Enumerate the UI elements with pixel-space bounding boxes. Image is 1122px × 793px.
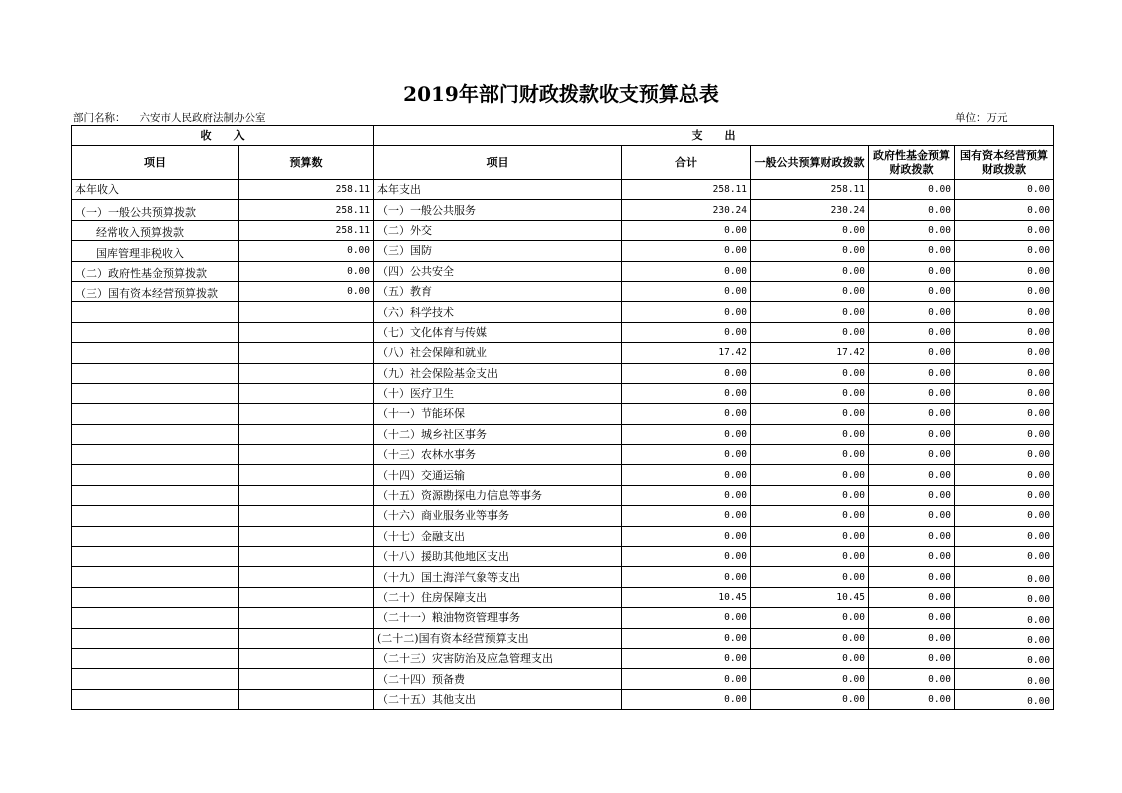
general-budget-cell: 0.00	[751, 465, 869, 485]
income-item-cell	[72, 669, 239, 689]
total-cell: 0.00	[622, 485, 751, 505]
table-row	[72, 302, 1054, 322]
income-section-header: 收 入	[72, 126, 374, 146]
fund-budget-cell: 0.00	[869, 424, 955, 444]
fund-budget-cell: 0.00	[869, 220, 955, 240]
fund-budget-cell: 0.00	[869, 302, 955, 322]
income-item-cell	[72, 343, 239, 363]
expense-item-cell: （十六）商业服务业等事务	[374, 506, 622, 526]
state-capital-cell: 0.00	[955, 241, 1054, 261]
general-budget-cell: 0.00	[751, 608, 869, 628]
fund-budget-cell: 0.00	[869, 343, 955, 363]
total-cell: 0.00	[622, 322, 751, 342]
table-row	[72, 200, 1054, 220]
state-capital-cell: 0.00	[955, 200, 1054, 220]
fund-budget-header: 政府性基金预算财政拨款	[869, 146, 955, 180]
income-budget-cell: 258.11	[239, 180, 374, 200]
fund-budget-cell: 0.00	[869, 608, 955, 628]
table-row	[72, 526, 1054, 546]
fund-budget-cell: 0.00	[869, 526, 955, 546]
state-capital-cell: 0.00	[955, 383, 1054, 403]
expense-item-cell: （九）社会保险基金支出	[374, 363, 622, 383]
total-cell: 0.00	[622, 628, 751, 648]
expense-item-cell: （七）文化体育与传媒	[374, 322, 622, 342]
total-cell: 0.00	[622, 567, 751, 587]
expense-item-cell: (二十二)国有资本经营预算支出	[374, 628, 622, 648]
state-capital-cell: 0.00	[955, 220, 1054, 240]
department-info	[73, 110, 266, 125]
expense-item-cell: （十九）国土海洋气象等支出	[374, 567, 622, 587]
total-cell: 10.45	[622, 587, 751, 607]
budget-table	[71, 125, 1054, 710]
income-budget-cell: 258.11	[239, 220, 374, 240]
income-budget-cell	[239, 526, 374, 546]
table-row	[72, 669, 1054, 689]
table-row	[72, 608, 1054, 628]
fund-budget-cell: 0.00	[869, 485, 955, 505]
page-title: 2019年部门财政拨款收支预算总表	[403, 82, 719, 106]
table-row	[72, 506, 1054, 526]
table-row	[72, 220, 1054, 240]
state-capital-cell: 0.00	[955, 445, 1054, 465]
total-cell: 0.00	[622, 424, 751, 444]
table-row	[72, 404, 1054, 424]
table-row	[72, 241, 1054, 261]
table-row	[72, 424, 1054, 444]
income-budget-cell	[239, 445, 374, 465]
income-item-cell: 本年收入	[72, 180, 239, 200]
expense-item-cell: （六）科学技术	[374, 302, 622, 322]
general-budget-cell: 0.00	[751, 404, 869, 424]
income-item-cell: （一）一般公共预算拨款	[72, 200, 239, 220]
fund-budget-cell: 0.00	[869, 648, 955, 668]
total-cell: 0.00	[622, 281, 751, 301]
total-cell: 0.00	[622, 526, 751, 546]
state-capital-cell: 0.00	[955, 465, 1054, 485]
table-row	[72, 180, 1054, 200]
table-row	[72, 322, 1054, 342]
state-capital-cell: 0.00	[955, 485, 1054, 505]
fund-budget-cell: 0.00	[869, 322, 955, 342]
expense-item-cell: （十四）交通运输	[374, 465, 622, 485]
table-row	[72, 628, 1054, 648]
fund-budget-cell: 0.00	[869, 547, 955, 567]
expense-item-cell: （二）外交	[374, 220, 622, 240]
table-row	[72, 547, 1054, 567]
income-budget-cell	[239, 506, 374, 526]
income-budget-cell	[239, 363, 374, 383]
fund-budget-cell: 0.00	[869, 180, 955, 200]
income-item-cell	[72, 506, 239, 526]
income-item-cell	[72, 628, 239, 648]
expense-item-header: 项目	[374, 146, 622, 180]
expense-item-cell: （二十一）粮油物资管理事务	[374, 608, 622, 628]
total-cell: 0.00	[622, 302, 751, 322]
general-budget-cell: 0.00	[751, 689, 869, 709]
income-item-cell	[72, 587, 239, 607]
general-budget-cell: 17.42	[751, 343, 869, 363]
income-budget-cell	[239, 547, 374, 567]
total-cell: 0.00	[622, 404, 751, 424]
income-budget-cell	[239, 567, 374, 587]
general-budget-cell: 0.00	[751, 383, 869, 403]
state-capital-cell: 0.00	[955, 180, 1054, 200]
fund-budget-cell: 0.00	[869, 404, 955, 424]
general-budget-cell: 0.00	[751, 506, 869, 526]
income-item-cell	[72, 322, 239, 342]
expense-item-cell: （十七）金融支出	[374, 526, 622, 546]
fund-budget-cell: 0.00	[869, 567, 955, 587]
total-cell: 17.42	[622, 343, 751, 363]
expense-section-header: 支 出	[374, 126, 1054, 146]
table-row	[72, 648, 1054, 668]
state-capital-cell: 0.00	[955, 322, 1054, 342]
general-budget-cell: 0.00	[751, 485, 869, 505]
general-budget-cell: 0.00	[751, 281, 869, 301]
income-item-cell	[72, 547, 239, 567]
income-item-cell	[72, 404, 239, 424]
general-budget-cell: 0.00	[751, 547, 869, 567]
expense-item-cell: （五）教育	[374, 281, 622, 301]
general-budget-cell: 0.00	[751, 322, 869, 342]
general-budget-cell: 0.00	[751, 567, 869, 587]
income-budget-cell	[239, 322, 374, 342]
total-cell: 0.00	[622, 445, 751, 465]
income-item-cell: （三）国有资本经营预算拨款	[72, 281, 239, 301]
income-item-cell	[72, 608, 239, 628]
income-item-cell	[72, 689, 239, 709]
state-capital-cell: 0.00	[955, 363, 1054, 383]
expense-item-cell: （三）国防	[374, 241, 622, 261]
fund-budget-cell: 0.00	[869, 281, 955, 301]
state-capital-cell: 0.00	[955, 506, 1054, 526]
income-budget-cell	[239, 628, 374, 648]
fund-budget-cell: 0.00	[869, 445, 955, 465]
income-budget-cell	[239, 485, 374, 505]
state-capital-cell: 0.00	[955, 608, 1054, 628]
income-item-cell: 国库管理非税收入	[72, 241, 239, 261]
income-item-cell	[72, 445, 239, 465]
fund-budget-cell: 0.00	[869, 200, 955, 220]
expense-item-cell: （二十五）其他支出	[374, 689, 622, 709]
expense-item-cell: （十五）资源勘探电力信息等事务	[374, 485, 622, 505]
general-budget-cell: 258.11	[751, 180, 869, 200]
expense-item-cell: （四）公共安全	[374, 261, 622, 281]
table-row	[72, 261, 1054, 281]
state-capital-cell: 0.00	[955, 669, 1054, 689]
income-item-header: 项目	[72, 146, 239, 180]
income-item-cell	[72, 485, 239, 505]
general-budget-cell: 0.00	[751, 526, 869, 546]
table-row	[72, 485, 1054, 505]
state-capital-cell: 0.00	[955, 302, 1054, 322]
expense-item-cell: （二十四）预备费	[374, 669, 622, 689]
department-label: 部门名称：	[73, 112, 126, 124]
state-capital-cell: 0.00	[955, 424, 1054, 444]
expense-item-cell: （十二）城乡社区事务	[374, 424, 622, 444]
income-budget-cell	[239, 404, 374, 424]
income-budget-cell	[239, 587, 374, 607]
expense-item-cell: （十一）节能环保	[374, 404, 622, 424]
general-budget-cell: 0.00	[751, 445, 869, 465]
state-capital-cell: 0.00	[955, 281, 1054, 301]
income-budget-cell: 258.11	[239, 200, 374, 220]
total-cell: 0.00	[622, 689, 751, 709]
income-budget-cell	[239, 383, 374, 403]
total-header: 合计	[622, 146, 751, 180]
state-capital-cell: 0.00	[955, 343, 1054, 363]
expense-item-cell: （十八）援助其他地区支出	[374, 547, 622, 567]
total-cell: 0.00	[622, 506, 751, 526]
state-capital-cell: 0.00	[955, 628, 1054, 648]
total-cell: 230.24	[622, 200, 751, 220]
state-capital-cell: 0.00	[955, 648, 1054, 668]
total-cell: 0.00	[622, 261, 751, 281]
income-budget-cell	[239, 648, 374, 668]
expense-item-cell: （十三）农林水事务	[374, 445, 622, 465]
total-cell: 0.00	[622, 383, 751, 403]
income-item-cell	[72, 424, 239, 444]
state-capital-cell: 0.00	[955, 404, 1054, 424]
state-capital-cell: 0.00	[955, 567, 1054, 587]
income-item-cell	[72, 526, 239, 546]
general-budget-cell: 0.00	[751, 261, 869, 281]
fund-budget-cell: 0.00	[869, 628, 955, 648]
unit-label: 单位：万元	[955, 112, 1008, 124]
total-cell: 0.00	[622, 363, 751, 383]
state-capital-cell: 0.00	[955, 547, 1054, 567]
state-capital-cell: 0.00	[955, 261, 1054, 281]
income-budget-cell	[239, 343, 374, 363]
total-cell: 0.00	[622, 547, 751, 567]
total-cell: 258.11	[622, 180, 751, 200]
total-cell: 0.00	[622, 465, 751, 485]
department-name: 六安市人民政府法制办公室	[139, 112, 266, 124]
income-item-cell	[72, 302, 239, 322]
fund-budget-cell: 0.00	[869, 587, 955, 607]
expense-item-cell: 本年支出	[374, 180, 622, 200]
general-budget-cell: 0.00	[751, 363, 869, 383]
general-budget-cell: 0.00	[751, 628, 869, 648]
total-cell: 0.00	[622, 220, 751, 240]
table-row	[72, 281, 1054, 301]
column-header-row	[72, 146, 1054, 180]
state-capital-header: 国有资本经营预算财政拨款	[955, 146, 1054, 180]
income-budget-cell: 0.00	[239, 281, 374, 301]
state-capital-cell: 0.00	[955, 587, 1054, 607]
fund-budget-cell: 0.00	[869, 261, 955, 281]
fund-budget-cell: 0.00	[869, 241, 955, 261]
general-budget-header: 一般公共预算财政拨款	[751, 146, 869, 180]
expense-item-cell: （二十三）灾害防治及应急管理支出	[374, 648, 622, 668]
expense-item-cell: （十）医疗卫生	[374, 383, 622, 403]
total-cell: 0.00	[622, 648, 751, 668]
table-row	[72, 343, 1054, 363]
income-item-cell: （二）政府性基金预算拨款	[72, 261, 239, 281]
fund-budget-cell: 0.00	[869, 383, 955, 403]
income-item-cell	[72, 383, 239, 403]
income-budget-header: 预算数	[239, 146, 374, 180]
table-row	[72, 363, 1054, 383]
total-cell: 0.00	[622, 241, 751, 261]
general-budget-cell: 0.00	[751, 241, 869, 261]
income-budget-cell: 0.00	[239, 241, 374, 261]
table-row	[72, 445, 1054, 465]
general-budget-cell: 0.00	[751, 220, 869, 240]
table-row	[72, 567, 1054, 587]
general-budget-cell: 230.24	[751, 200, 869, 220]
fund-budget-cell: 0.00	[869, 669, 955, 689]
table-row	[72, 587, 1054, 607]
general-budget-cell: 0.00	[751, 302, 869, 322]
income-budget-cell	[239, 669, 374, 689]
income-item-cell	[72, 567, 239, 587]
section-header-row	[72, 126, 1054, 146]
fund-budget-cell: 0.00	[869, 363, 955, 383]
expense-item-cell: （八）社会保障和就业	[374, 343, 622, 363]
state-capital-cell: 0.00	[955, 689, 1054, 709]
general-budget-cell: 0.00	[751, 424, 869, 444]
table-row	[72, 689, 1054, 709]
income-budget-cell	[239, 302, 374, 322]
income-item-cell	[72, 648, 239, 668]
income-budget-cell	[239, 465, 374, 485]
general-budget-cell: 10.45	[751, 587, 869, 607]
total-cell: 0.00	[622, 608, 751, 628]
table-row	[72, 465, 1054, 485]
expense-item-cell: （一）一般公共服务	[374, 200, 622, 220]
income-item-cell	[72, 363, 239, 383]
fund-budget-cell: 0.00	[869, 506, 955, 526]
expense-item-cell: （二十）住房保障支出	[374, 587, 622, 607]
table-row	[72, 383, 1054, 403]
general-budget-cell: 0.00	[751, 648, 869, 668]
income-budget-cell: 0.00	[239, 261, 374, 281]
income-budget-cell	[239, 608, 374, 628]
general-budget-cell: 0.00	[751, 669, 869, 689]
income-item-cell	[72, 465, 239, 485]
fund-budget-cell: 0.00	[869, 689, 955, 709]
income-budget-cell	[239, 424, 374, 444]
total-cell: 0.00	[622, 669, 751, 689]
fund-budget-cell: 0.00	[869, 465, 955, 485]
state-capital-cell: 0.00	[955, 526, 1054, 546]
income-item-cell: 经常收入预算拨款	[72, 220, 239, 240]
income-budget-cell	[239, 689, 374, 709]
